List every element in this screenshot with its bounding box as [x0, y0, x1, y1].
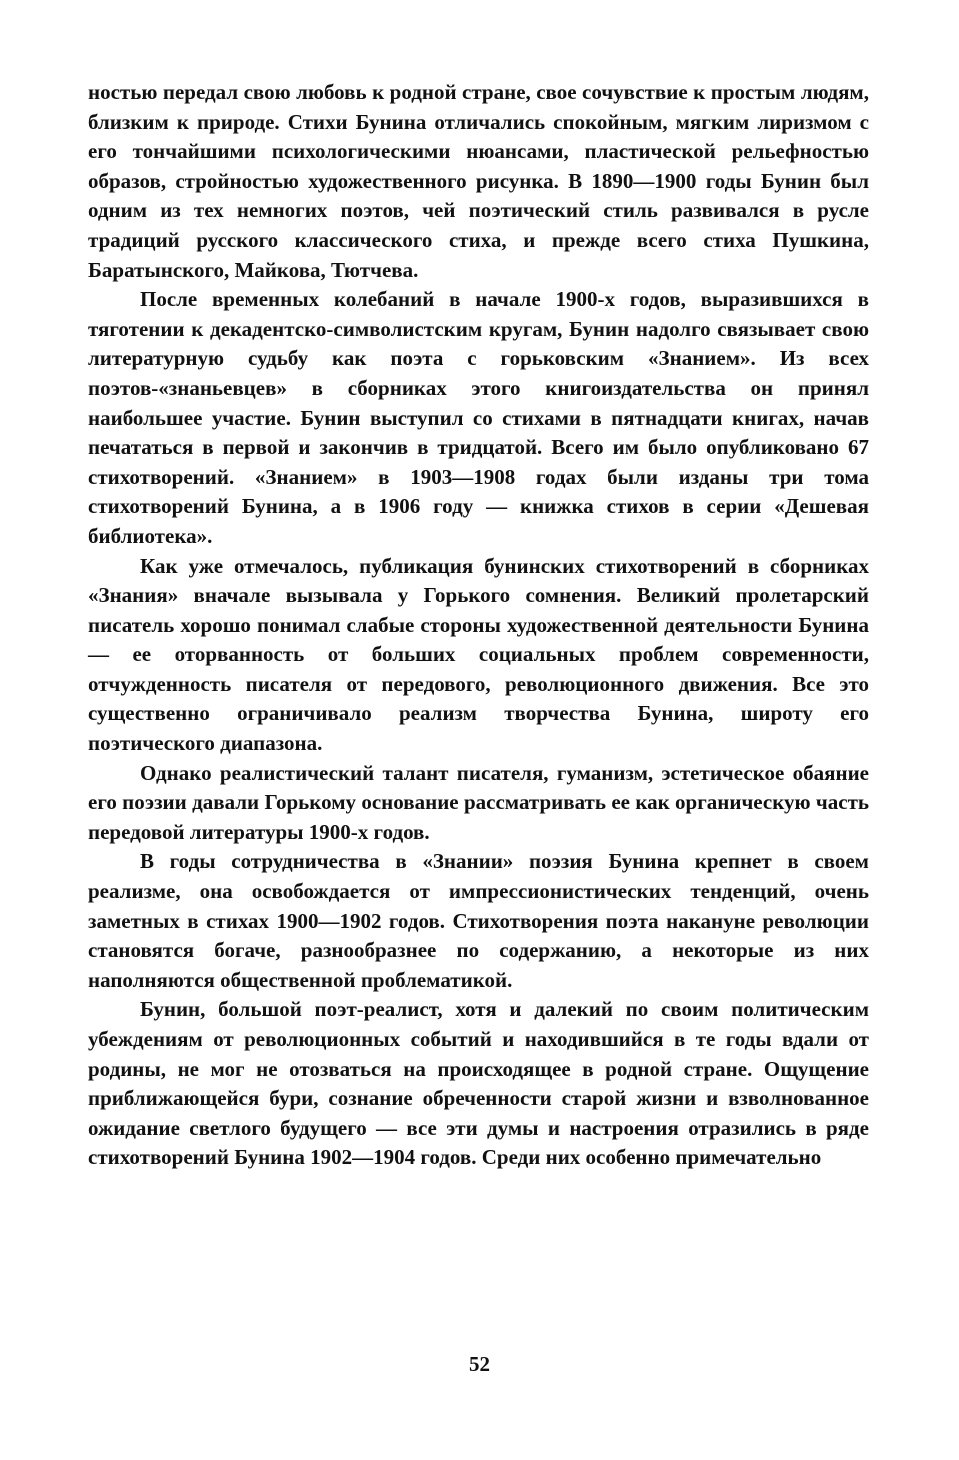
paragraph-6: Бунин, большой поэт-реалист, хотя и далекий по своим политическим убеждениям от революционных событий и находившийся в те годы вдали от родины, не мог не отозваться на происходящее в родной стране. Ощущение приближающейся бури, сознание обреченности старой жизни и взволнованное ожидание светлого будущего — все эти думы и настроения отразились в ряде стихотворений Бунина 1902—1904 годов. Среди них особенно примечательно: [88, 997, 869, 1170]
page-number: 52: [469, 1352, 490, 1376]
paragraph-4: Однако реалистический талант писателя, гуманизм, эстетическое обаяние его поэзии давали Горькому основание рассматривать ее как органическую часть передовой литературы 1900-х годов.: [88, 760, 869, 844]
page-body: [88, 78, 869, 1173]
paragraph-2: После временных колебаний в начале 1900-х годов, выразившихся в тяготении к декадентско-символистским кругам, Бунин надолго связывает свою литературную судьбу как поэта с горьковским «Знанием». Из всех поэтов-«знаньевцев» в сборниках этого книгоиздательства он принял наибольшее участие. Бунин выступил со стихами в пятнадцати книгах, начав печататься в первой и закончив в тридцатой. Всего им было опубликовано 67 стихотворений. «Знанием» в 1903—1908 годах были изданы три тома стихотворений Бунина, а в 1906 году — книжка стихов в серии «Дешевая библиотека».: [88, 287, 869, 548]
paragraph-1: ностью передал свою любовь к родной стране, свое сочувствие к простым людям, близким к природе. Стихи Бунина отличались спокойным, мягким лиризмом с его тончайшими психологическими нюансами, пластической рельефностью образов, стройностью художественного рисунка. В 1890—1900 годы Бунин был одним из тех немногих поэтов, чей поэтический стиль развивался в русле традиций русского классического стиха, и прежде всего стиха Пушкина, Баратынского, Майкова, Тютчева.: [88, 80, 869, 282]
paragraph-3: Как уже отмечалось, публикация бунинских стихотворений в сборниках «Знания» вначале вызывала у Горького сомнения. Великий пролетарский писатель хорошо понимал слабые стороны художественной деятельности Бунина — ее оторванность от больших социальных проблем современности, отчужденность писателя от передового, революционного движения. Все это существенно ограничивало реализм творчества Бунина, широту его поэтического диапазона.: [88, 553, 869, 756]
paragraph-5: В годы сотрудничества в «Знании» поэзия Бунина крепнет в своем реализме, она освобождается от импрессионистических тенденций, очень заметных в стихах 1900—1902 годов. Стихотворения поэта накануне революции становятся богаче, разнообразнее по содержанию, а некоторые из них наполняются общественной проблематикой.: [88, 849, 869, 992]
